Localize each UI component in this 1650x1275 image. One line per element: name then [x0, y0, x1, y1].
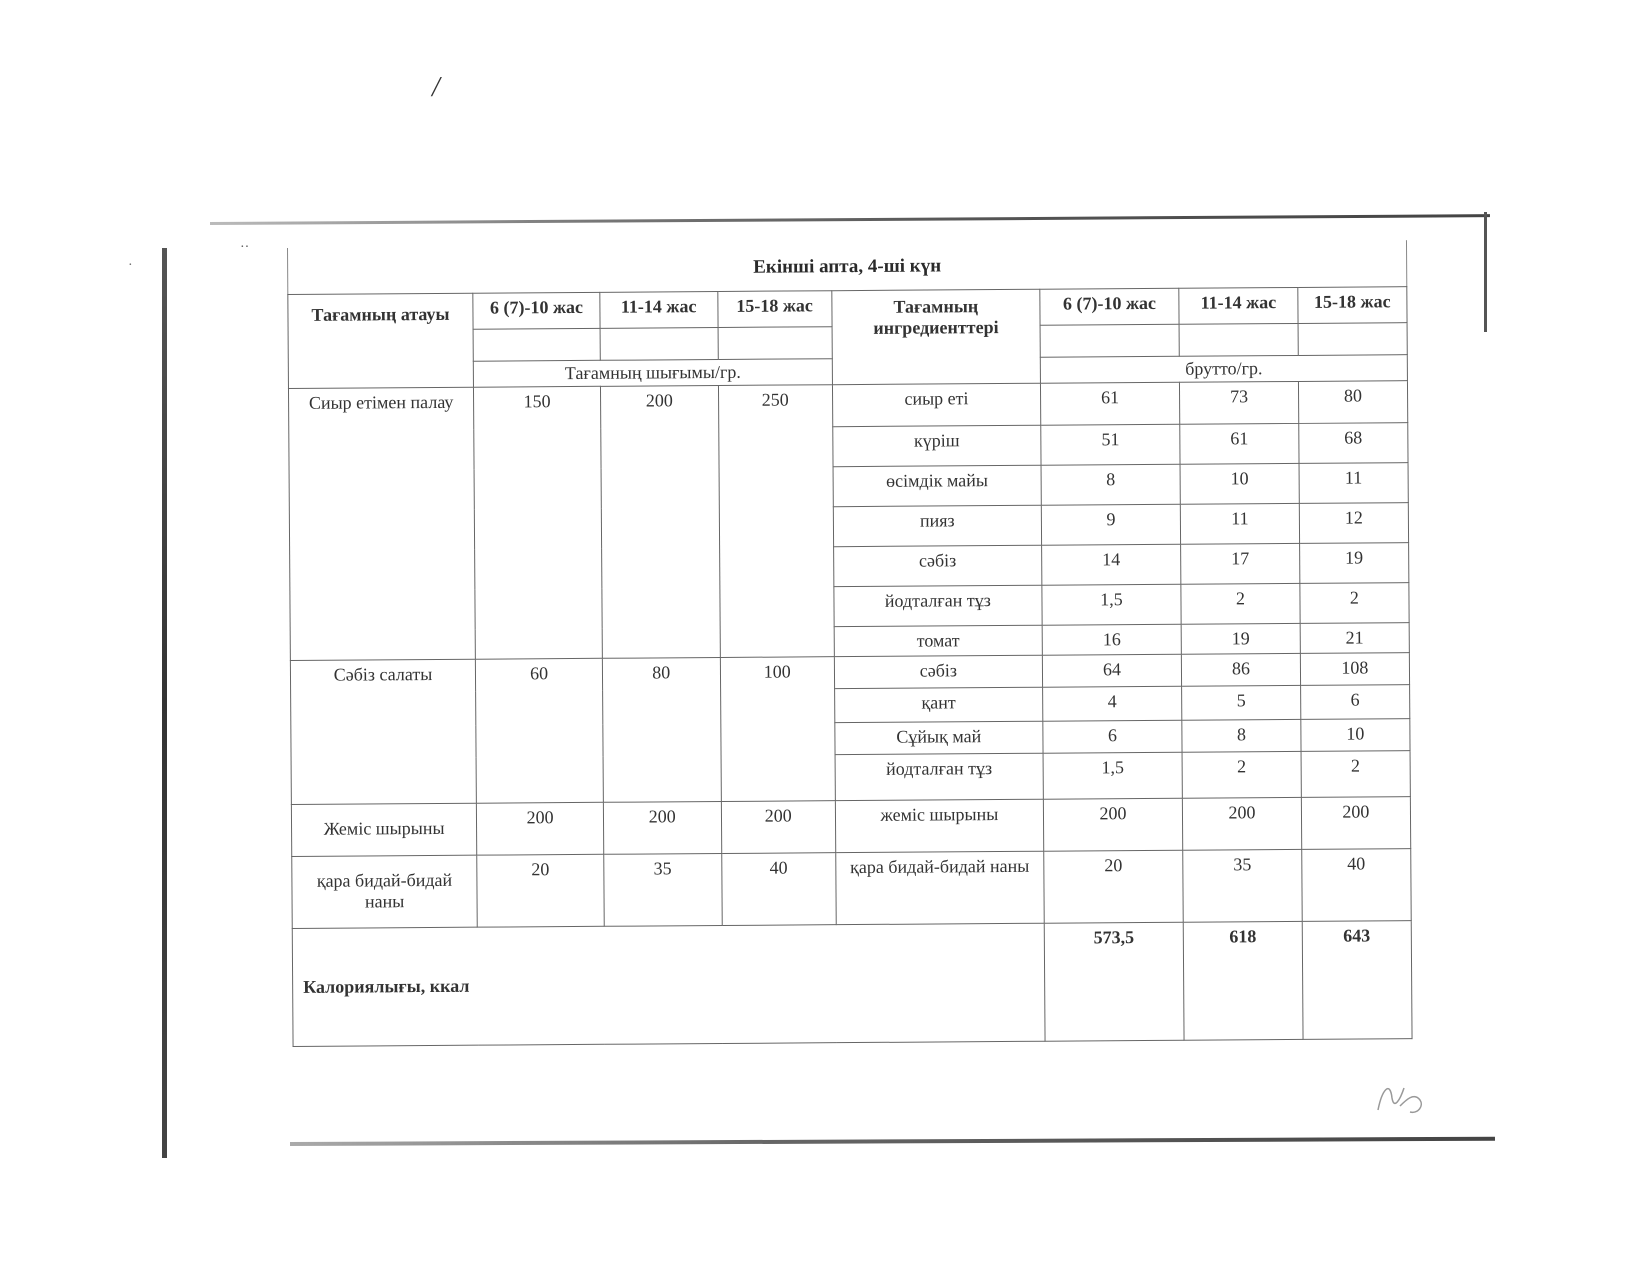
dish-output-value: 200 — [721, 801, 836, 854]
pen-mark: / — [432, 72, 440, 103]
ingredient-value: 51 — [1041, 424, 1181, 465]
ingredient-name: өсімдік майы — [833, 465, 1041, 506]
scan-edge-top — [210, 214, 1490, 225]
ingredient-value: 6 — [1300, 685, 1409, 720]
blank-cell — [1040, 324, 1180, 357]
ingredient-value: 12 — [1299, 503, 1409, 544]
brutto-unit: брутто/гр. — [1040, 355, 1407, 384]
age3-header-right: 15-18 жас — [1298, 287, 1407, 324]
ingredient-row — [292, 849, 1411, 929]
ingredient-value: 61 — [1180, 423, 1299, 464]
ingredient-value: 2 — [1181, 583, 1300, 624]
ingredient-name: сәбіз — [834, 655, 1042, 688]
ingredient-value: 61 — [1040, 382, 1180, 425]
ingredient-value: 108 — [1300, 653, 1409, 686]
ingredient-name: сәбіз — [833, 545, 1041, 586]
dish-output-value: 60 — [475, 658, 603, 803]
ingredient-name: томат — [834, 625, 1042, 656]
calories-label: Калориялығы, ккал — [292, 923, 1045, 1046]
ingredient-value: 8 — [1041, 464, 1181, 505]
ingredient-value: 11 — [1181, 503, 1300, 544]
ingredient-name: жеміс шырыны — [835, 799, 1043, 852]
ingredient-name: сиыр еті — [832, 383, 1040, 426]
ingredient-value: 14 — [1041, 544, 1181, 585]
ingredient-value: 2 — [1300, 583, 1410, 624]
menu-table — [287, 286, 1412, 1047]
ingredient-value: 86 — [1182, 653, 1301, 686]
calories-row — [292, 921, 1412, 1047]
scan-dots: ·· — [240, 240, 250, 255]
dish-output-value: 250 — [718, 385, 834, 658]
blank-cell — [600, 327, 718, 360]
ingredient-value: 2 — [1182, 751, 1301, 798]
blank-cell — [718, 327, 833, 360]
document-title: Екінші апта, 4-ші күн — [287, 240, 1407, 294]
dish-output-value: 20 — [477, 854, 604, 927]
scan-edge-bottom — [290, 1137, 1495, 1146]
signature — [1370, 1070, 1430, 1120]
ingredient-value: 10 — [1301, 719, 1410, 752]
dish-output-value: 150 — [474, 386, 603, 659]
ingredient-row — [291, 797, 1410, 857]
ingredient-value: 10 — [1180, 463, 1299, 504]
age2-header: 11-14 жас — [600, 291, 718, 328]
output-unit: Тағамның шығымы/гр. — [473, 359, 832, 388]
dish-name: Сиыр етімен палау — [288, 387, 475, 660]
menu-table-body — [288, 287, 1412, 1047]
ingredient-value: 80 — [1298, 381, 1408, 424]
ingredient-value: 21 — [1300, 623, 1409, 654]
ingredient-value: 19 — [1299, 543, 1409, 584]
ingredient-value: 68 — [1299, 423, 1409, 464]
dish-output-value: 40 — [721, 853, 836, 926]
dish-name: қара бидай-бидай наны — [292, 855, 478, 928]
age2-header-right: 11-14 жас — [1179, 287, 1298, 324]
ingredient-value: 9 — [1041, 504, 1181, 545]
dish-output-value: 35 — [604, 853, 722, 926]
dish-output-value: 200 — [603, 801, 721, 854]
dish-output-value: 100 — [720, 657, 835, 802]
ingredient-value: 19 — [1181, 623, 1300, 654]
age3-header: 15-18 жас — [717, 291, 832, 328]
ingredient-name: пияз — [833, 505, 1041, 546]
ingredient-value: 6 — [1043, 720, 1183, 753]
ingredient-name: Сұйық май — [835, 721, 1043, 754]
ingredient-value: 200 — [1301, 797, 1411, 850]
dish-name-header: Тағамның атауы — [288, 293, 474, 388]
ingredient-value: 200 — [1043, 798, 1183, 851]
calories-value: 643 — [1302, 921, 1412, 1040]
ingredient-value: 4 — [1042, 686, 1182, 721]
scan-dot: · — [128, 258, 133, 273]
ingredient-value: 1,5 — [1042, 584, 1182, 625]
ingredient-name: күріш — [833, 425, 1041, 466]
scan-edge-left — [162, 248, 167, 1158]
ingredient-value: 40 — [1301, 849, 1411, 922]
ingredient-value: 35 — [1183, 849, 1302, 922]
blank-cell — [473, 328, 600, 361]
calories-value: 573,5 — [1044, 922, 1184, 1041]
scan-edge-right — [1484, 212, 1487, 332]
dish-output-value: 200 — [476, 802, 603, 855]
blank-cell — [1298, 323, 1407, 356]
menu-document — [287, 240, 1413, 1047]
blank-cell — [1179, 323, 1298, 356]
dish-output-value: 80 — [602, 657, 721, 802]
ingredient-value: 1,5 — [1043, 752, 1183, 799]
ingredient-value: 17 — [1181, 543, 1300, 584]
ingredient-value: 8 — [1182, 719, 1301, 752]
ingredient-value: 64 — [1042, 654, 1182, 687]
ingredient-value: 200 — [1183, 797, 1302, 850]
ingredient-name: қант — [834, 687, 1042, 722]
ingredient-name: йодталған тұз — [834, 585, 1042, 626]
ingredient-value: 16 — [1042, 624, 1182, 655]
ingredient-value: 5 — [1182, 685, 1301, 720]
ingredient-value: 20 — [1044, 850, 1184, 923]
dish-name: Жеміс шырыны — [291, 803, 476, 856]
dish-name: Сәбіз салаты — [290, 659, 476, 804]
calories-value: 618 — [1183, 921, 1302, 1040]
age1-header-right: 6 (7)-10 жас — [1040, 288, 1180, 325]
ingredients-header: Тағамның ингредиенттері — [832, 289, 1041, 384]
ingredient-value: 11 — [1299, 463, 1409, 504]
ingredient-name: қара бидай-бидай наны — [836, 851, 1044, 924]
dish-output-value: 200 — [600, 385, 719, 658]
ingredient-name: йодталған тұз — [835, 753, 1043, 800]
ingredient-value: 73 — [1180, 381, 1299, 424]
age1-header: 6 (7)-10 жас — [473, 292, 600, 329]
ingredient-value: 2 — [1301, 751, 1411, 798]
